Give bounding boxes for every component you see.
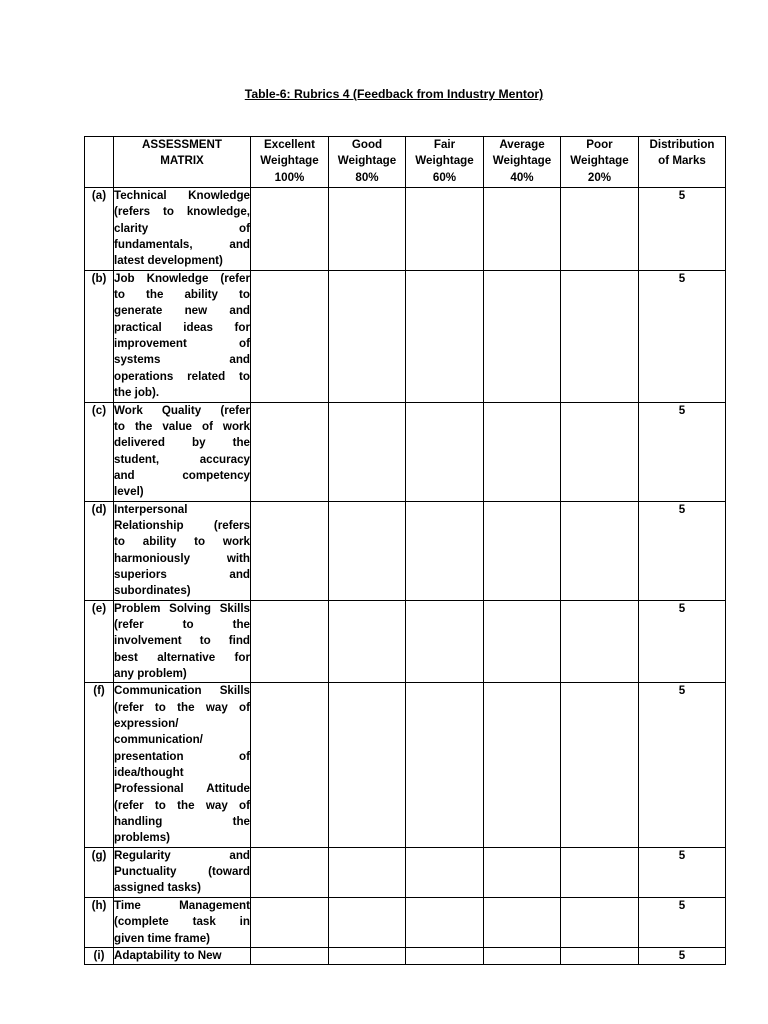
score-cell-average[interactable] xyxy=(484,402,561,501)
criterion-line: operations related to xyxy=(114,369,250,383)
distribution-marks: 5 xyxy=(639,501,726,600)
score-cell-fair[interactable] xyxy=(406,188,484,271)
header-matrix-line: MATRIX xyxy=(160,154,204,168)
score-cell-good[interactable] xyxy=(329,897,406,947)
header-level-excellent xyxy=(251,137,329,188)
criterion-line: to ability to work xyxy=(114,535,250,549)
criterion-line: Time Management xyxy=(114,898,250,912)
score-cell-average[interactable] xyxy=(484,600,561,683)
criterion-line: presentation of xyxy=(114,749,250,763)
header-level-fair xyxy=(406,137,484,188)
criterion-line: Interpersonal xyxy=(114,502,188,516)
score-cell-poor[interactable] xyxy=(561,600,639,683)
header-distribution-of-marks xyxy=(639,137,726,188)
row-label: (e) xyxy=(85,600,114,683)
criterion-line: Adaptability to New xyxy=(114,948,222,962)
criterion-line: (refer to the way of xyxy=(114,700,250,714)
criterion-line: Regularity and xyxy=(114,848,250,862)
criterion-line: harmoniously with xyxy=(114,551,250,565)
row-label: (i) xyxy=(85,947,114,964)
row-label: (d) xyxy=(85,501,114,600)
criterion-line: subordinates) xyxy=(114,584,191,598)
distribution-marks: 5 xyxy=(639,270,726,402)
level-name: Fair xyxy=(433,138,456,151)
score-cell-excellent[interactable] xyxy=(251,402,329,501)
criterion-line: to the ability to xyxy=(114,288,250,302)
table-row xyxy=(85,683,726,847)
criterion-line: level) xyxy=(114,485,144,499)
criterion-line: (refer to the way of xyxy=(114,798,250,812)
score-cell-fair[interactable] xyxy=(406,600,484,683)
criterion-cell xyxy=(114,402,251,501)
criterion-cell xyxy=(114,188,251,271)
header-blank-cell xyxy=(85,137,114,188)
criterion-line: communication/ xyxy=(114,733,203,747)
header-distribution-line: of Marks xyxy=(658,154,706,168)
row-label: (b) xyxy=(85,270,114,402)
criterion-line: Relationship (refers xyxy=(114,518,250,532)
row-label: (c) xyxy=(85,402,114,501)
table-row xyxy=(85,402,726,501)
table-title: Table-6: Rubrics 4 (Feedback from Industry Mentor) xyxy=(244,87,544,101)
criterion-line: to the value of work xyxy=(114,419,250,433)
criterion-line: the job). xyxy=(114,386,160,400)
row-label: (f) xyxy=(85,683,114,847)
criterion-line: expression/ xyxy=(114,717,179,731)
score-cell-good[interactable] xyxy=(329,501,406,600)
score-cell-fair[interactable] xyxy=(406,270,484,402)
score-cell-excellent[interactable] xyxy=(251,270,329,402)
score-cell-fair[interactable] xyxy=(406,501,484,600)
header-matrix-line: ASSESSMENT xyxy=(142,138,222,151)
criterion-cell xyxy=(114,501,251,600)
table-row xyxy=(85,947,726,964)
criterion-line: (refers to knowledge, xyxy=(114,205,250,219)
criterion-line: Professional Attitude xyxy=(114,782,250,796)
score-cell-fair[interactable] xyxy=(406,683,484,847)
distribution-marks: 5 xyxy=(639,188,726,271)
score-cell-excellent[interactable] xyxy=(251,501,329,600)
header-distribution-line: Distribution xyxy=(649,138,715,151)
criterion-cell xyxy=(114,683,251,847)
level-weightage-percent: 60% xyxy=(432,170,457,184)
criterion-line: Problem Solving Skills xyxy=(114,601,250,615)
level-weightage-percent: 40% xyxy=(510,170,534,184)
distribution-marks: 5 xyxy=(639,947,726,964)
criterion-line: (refer to the xyxy=(114,617,250,631)
criterion-line: idea/thought xyxy=(114,766,184,780)
criterion-cell xyxy=(114,897,251,947)
criterion-line: Job Knowledge (refer xyxy=(114,271,250,285)
level-weightage-label: Weightage xyxy=(570,154,629,168)
criterion-line: delivered by the xyxy=(114,436,250,450)
score-cell-poor[interactable] xyxy=(561,402,639,501)
row-label: (a) xyxy=(85,188,114,271)
header-assessment-matrix xyxy=(114,137,251,188)
header-level-good xyxy=(329,137,406,188)
distribution-marks: 5 xyxy=(639,600,726,683)
header-row xyxy=(85,137,726,188)
level-name: Average xyxy=(499,138,545,151)
table-row xyxy=(85,270,726,402)
score-cell-good[interactable] xyxy=(329,270,406,402)
score-cell-good[interactable] xyxy=(329,847,406,897)
criterion-line: Work Quality (refer xyxy=(114,403,250,417)
score-cell-good[interactable] xyxy=(329,402,406,501)
table-row xyxy=(85,847,726,897)
score-cell-excellent[interactable] xyxy=(251,188,329,271)
level-name: Excellent xyxy=(264,138,315,151)
score-cell-average[interactable] xyxy=(484,501,561,600)
distribution-marks: 5 xyxy=(639,847,726,897)
table-row xyxy=(85,501,726,600)
score-cell-good[interactable] xyxy=(329,683,406,847)
criterion-line: involvement to find xyxy=(114,634,250,648)
score-cell-good[interactable] xyxy=(329,947,406,964)
level-name: Good xyxy=(351,138,383,151)
criterion-line: practical ideas for xyxy=(114,320,250,334)
criterion-line: handling the xyxy=(114,815,250,829)
distribution-marks: 5 xyxy=(639,897,726,947)
criterion-line: Technical Knowledge xyxy=(114,189,250,203)
score-cell-average[interactable] xyxy=(484,897,561,947)
score-cell-fair[interactable] xyxy=(406,947,484,964)
header-level-poor xyxy=(561,137,639,188)
score-cell-poor[interactable] xyxy=(561,947,639,964)
distribution-marks: 5 xyxy=(639,683,726,847)
level-weightage-label: Weightage xyxy=(415,154,474,168)
criterion-line: superiors and xyxy=(114,567,250,581)
rubric-table xyxy=(84,136,726,965)
score-cell-poor[interactable] xyxy=(561,683,639,847)
criterion-line: best alternative for xyxy=(114,650,250,664)
score-cell-average[interactable] xyxy=(484,847,561,897)
row-label: (g) xyxy=(85,847,114,897)
criterion-line: problems) xyxy=(114,831,171,845)
criterion-line: systems and xyxy=(114,353,250,367)
score-cell-excellent[interactable] xyxy=(251,847,329,897)
distribution-marks: 5 xyxy=(639,402,726,501)
level-weightage-percent: 100% xyxy=(274,170,305,184)
criterion-line: and competency xyxy=(114,468,250,482)
criterion-line: student, accuracy xyxy=(114,452,250,466)
level-weightage-label: Weightage xyxy=(260,154,319,168)
score-cell-average[interactable] xyxy=(484,270,561,402)
score-cell-poor[interactable] xyxy=(561,847,639,897)
criterion-line: any problem) xyxy=(114,667,187,681)
table-row xyxy=(85,600,726,683)
score-cell-fair[interactable] xyxy=(406,897,484,947)
criterion-line: latest development) xyxy=(114,254,223,268)
table-row xyxy=(85,897,726,947)
criterion-line: fundamentals, and xyxy=(114,238,250,252)
criterion-line: assigned tasks) xyxy=(114,881,201,895)
score-cell-average[interactable] xyxy=(484,683,561,847)
criterion-cell xyxy=(114,270,251,402)
row-label: (h) xyxy=(85,897,114,947)
score-cell-excellent[interactable] xyxy=(251,947,329,964)
score-cell-average[interactable] xyxy=(484,188,561,271)
score-cell-excellent[interactable] xyxy=(251,897,329,947)
level-weightage-label: Weightage xyxy=(337,154,397,168)
score-cell-poor[interactable] xyxy=(561,501,639,600)
criterion-cell xyxy=(114,947,251,964)
level-weightage-percent: 80% xyxy=(355,170,379,184)
criterion-line: generate new and xyxy=(114,304,250,318)
table-row xyxy=(85,188,726,271)
score-cell-excellent[interactable] xyxy=(251,600,329,683)
score-cell-good[interactable] xyxy=(329,600,406,683)
score-cell-excellent[interactable] xyxy=(251,683,329,847)
header-level-average xyxy=(484,137,561,188)
criterion-line: given time frame) xyxy=(114,931,210,945)
criterion-line: Communication Skills xyxy=(114,684,250,698)
score-cell-poor[interactable] xyxy=(561,270,639,402)
score-cell-poor[interactable] xyxy=(561,188,639,271)
criterion-cell xyxy=(114,600,251,683)
level-weightage-percent: 20% xyxy=(587,170,612,184)
criterion-cell xyxy=(114,847,251,897)
level-weightage-label: Weightage xyxy=(492,154,552,168)
score-cell-fair[interactable] xyxy=(406,847,484,897)
criterion-line: (complete task in xyxy=(114,915,250,929)
level-name: Poor xyxy=(586,138,613,151)
criterion-line: Punctuality (toward xyxy=(114,865,250,879)
score-cell-good[interactable] xyxy=(329,188,406,271)
score-cell-fair[interactable] xyxy=(406,402,484,501)
score-cell-poor[interactable] xyxy=(561,897,639,947)
criterion-line: improvement of xyxy=(114,337,250,351)
score-cell-average[interactable] xyxy=(484,947,561,964)
criterion-line: clarity of xyxy=(114,221,250,235)
